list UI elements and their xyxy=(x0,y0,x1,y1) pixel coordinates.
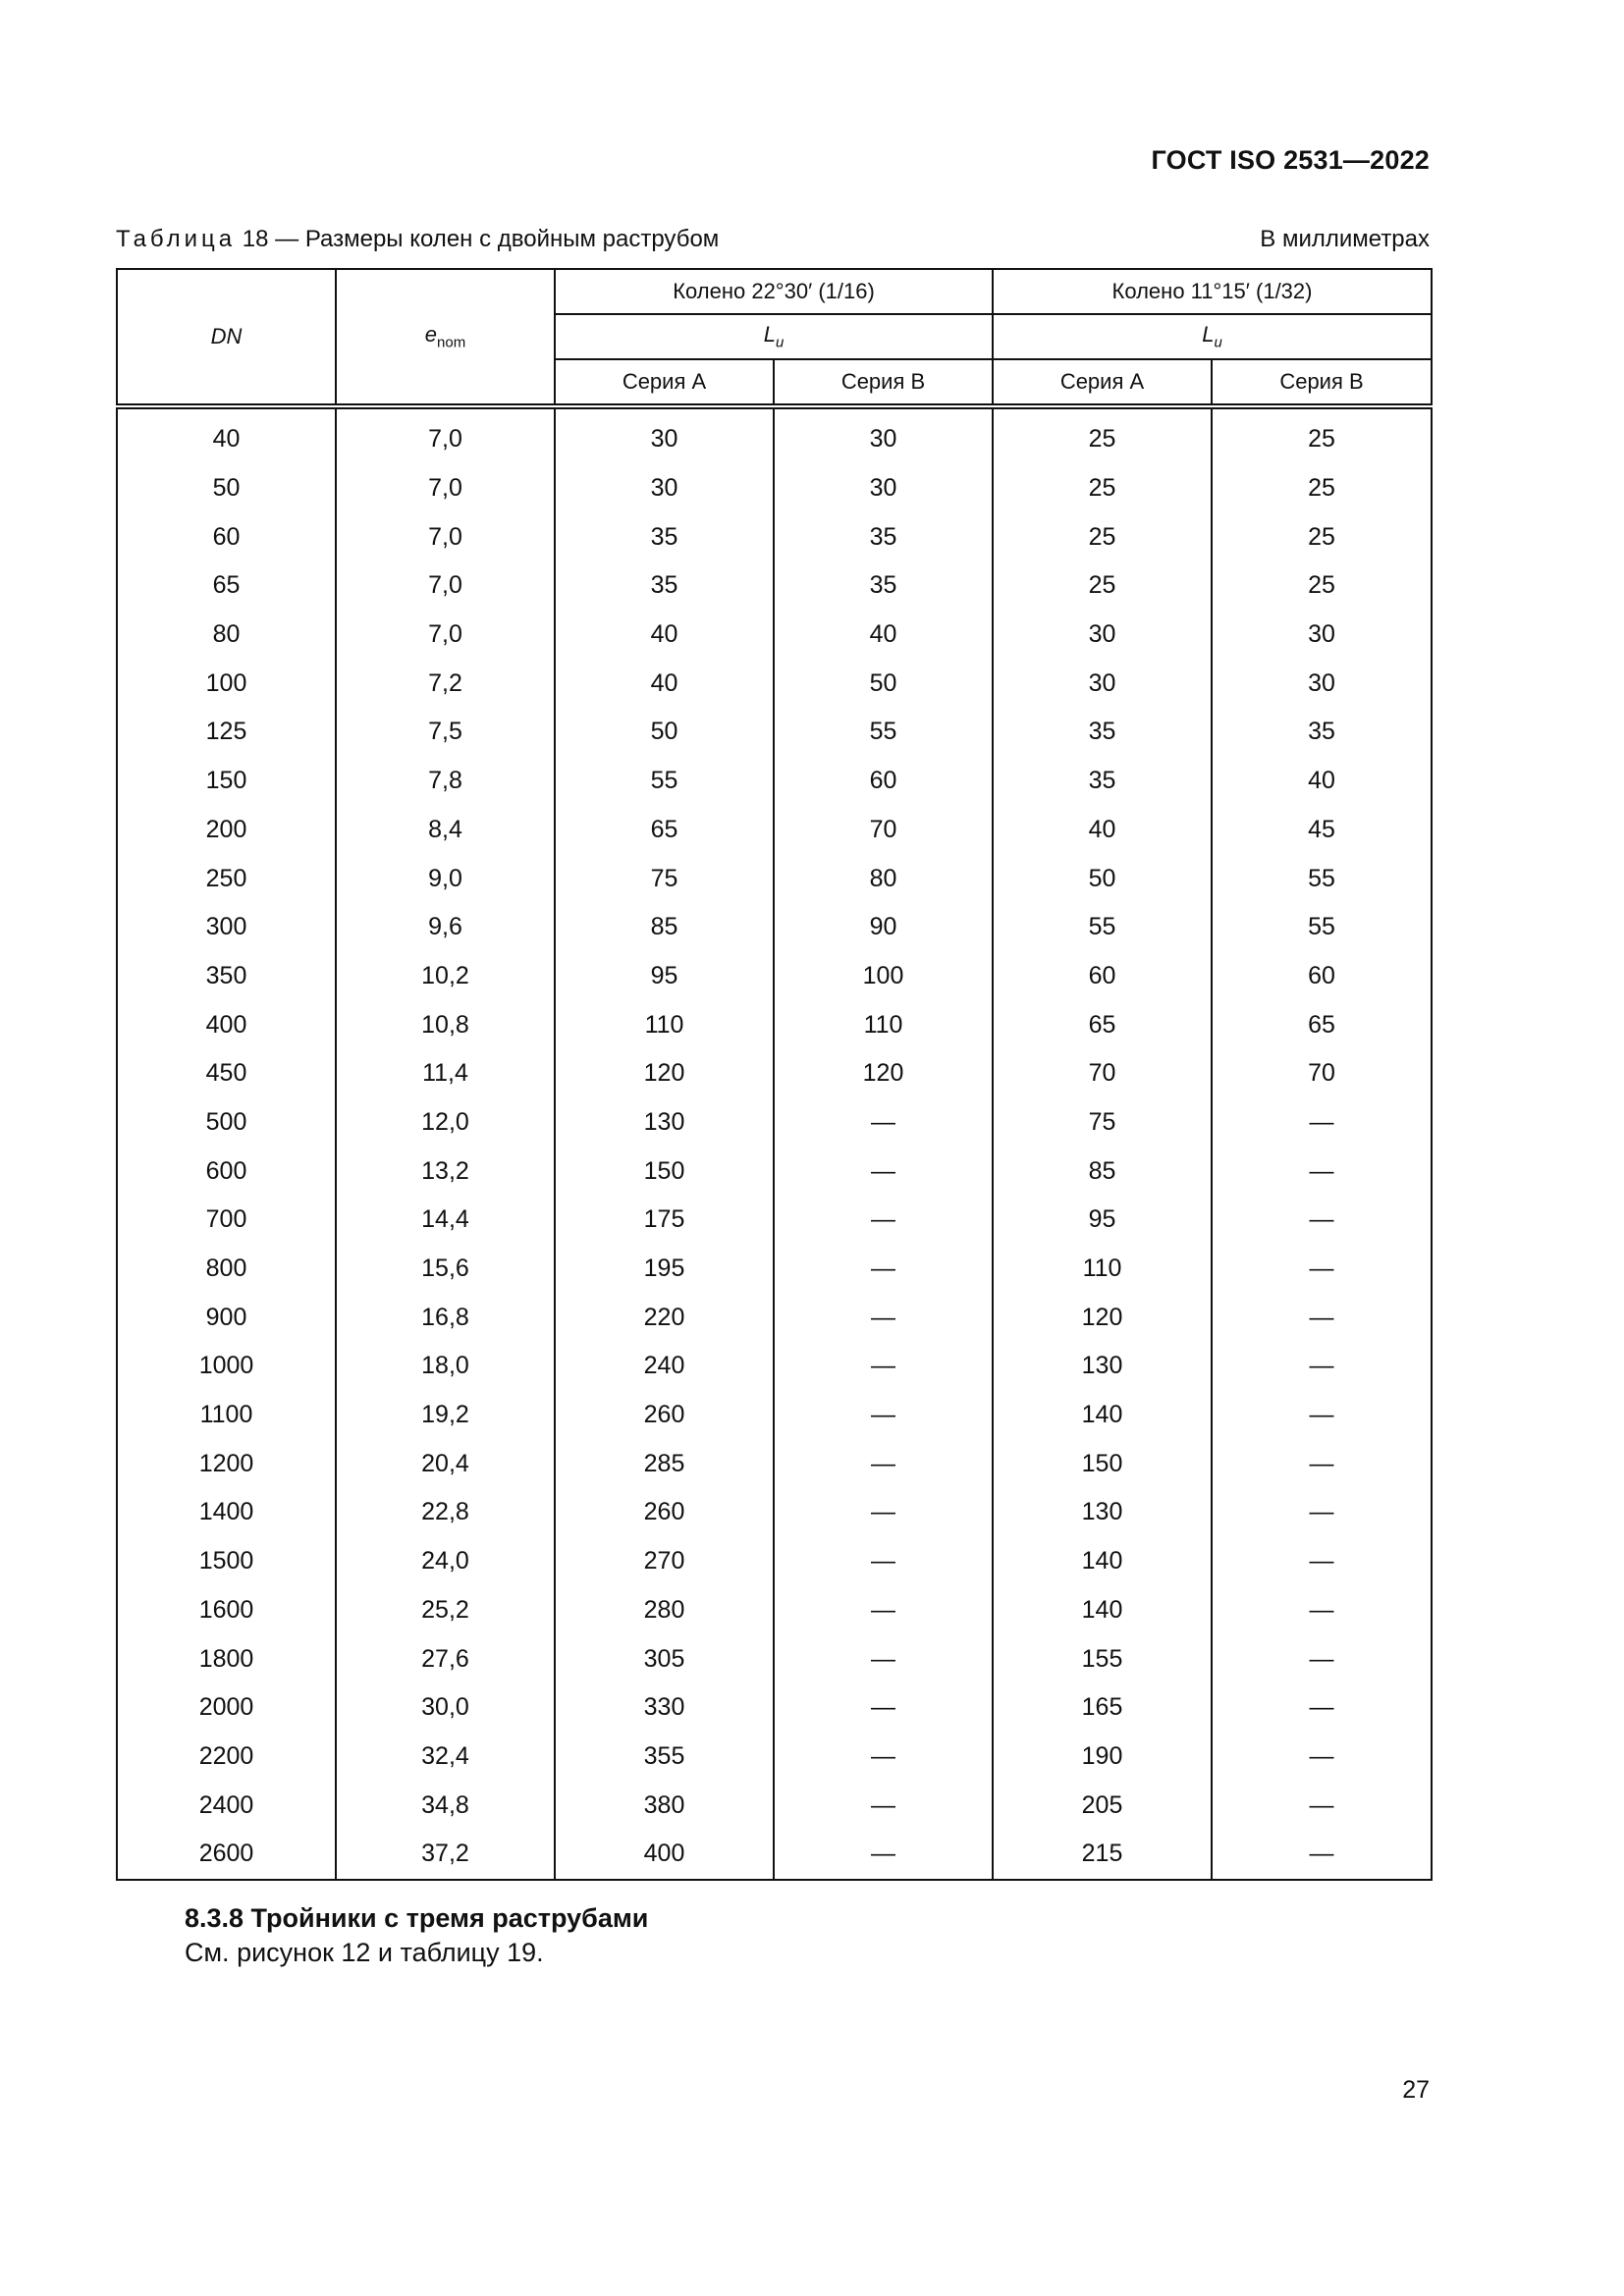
table-row xyxy=(117,1488,1432,1537)
table-cell: 400 xyxy=(555,1830,774,1880)
table-row xyxy=(117,1781,1432,1830)
table-row xyxy=(117,1586,1432,1635)
table-row xyxy=(117,1098,1432,1148)
table-cell: 300 xyxy=(117,903,336,952)
table-cell: 30 xyxy=(1212,611,1432,660)
table-caption xyxy=(116,226,1430,253)
table-cell: — xyxy=(1212,1586,1432,1635)
table-cell: 40 xyxy=(555,611,774,660)
table-cell: 30 xyxy=(993,659,1212,708)
table-cell: 150 xyxy=(555,1147,774,1196)
table-cell: — xyxy=(774,1733,993,1782)
table-cell: 150 xyxy=(993,1439,1212,1488)
table-cell: 25 xyxy=(1212,406,1432,464)
page-number: 27 xyxy=(1402,2076,1430,2104)
header-series-a-2: Серия А xyxy=(993,359,1212,406)
table-cell: 65 xyxy=(1212,1000,1432,1049)
table-cell: 175 xyxy=(555,1196,774,1245)
table-cell: 2600 xyxy=(117,1830,336,1880)
table-cell: — xyxy=(1212,1293,1432,1342)
table-cell: 75 xyxy=(555,854,774,903)
table-cell: 110 xyxy=(555,1000,774,1049)
table-cell: — xyxy=(774,1245,993,1294)
table-row xyxy=(117,1293,1432,1342)
table-cell: 30 xyxy=(1212,659,1432,708)
table-cell: 40 xyxy=(117,406,336,464)
table-cell: 20,4 xyxy=(336,1439,555,1488)
caption-label: Таблица xyxy=(116,226,237,252)
table-cell: 18,0 xyxy=(336,1342,555,1391)
table-cell: 60 xyxy=(993,952,1212,1001)
table-cell: 16,8 xyxy=(336,1293,555,1342)
table-cell: 55 xyxy=(1212,854,1432,903)
table-cell: — xyxy=(1212,1781,1432,1830)
table-cell: 355 xyxy=(555,1733,774,1782)
table-cell: 35 xyxy=(993,757,1212,806)
table-row xyxy=(117,1634,1432,1683)
table-cell: 70 xyxy=(993,1049,1212,1098)
table-cell: — xyxy=(774,1634,993,1683)
table-cell: 7,0 xyxy=(336,561,555,611)
table-cell: — xyxy=(774,1342,993,1391)
table-cell: — xyxy=(774,1147,993,1196)
table-cell: 65 xyxy=(555,806,774,855)
table-cell: 37,2 xyxy=(336,1830,555,1880)
table-cell: 55 xyxy=(1212,903,1432,952)
table-cell: 65 xyxy=(117,561,336,611)
table-row xyxy=(117,659,1432,708)
table-cell: — xyxy=(1212,1342,1432,1391)
table-cell: 120 xyxy=(774,1049,993,1098)
table-cell: — xyxy=(774,1293,993,1342)
table-cell: 35 xyxy=(774,561,993,611)
table-cell: — xyxy=(1212,1733,1432,1782)
table-cell: — xyxy=(1212,1391,1432,1440)
table-cell: 7,0 xyxy=(336,406,555,464)
table-cell: 55 xyxy=(555,757,774,806)
table-cell: 380 xyxy=(555,1781,774,1830)
table-row xyxy=(117,1537,1432,1586)
table-cell: 32,4 xyxy=(336,1733,555,1782)
table-cell: 70 xyxy=(1212,1049,1432,1098)
table-cell: — xyxy=(1212,1488,1432,1537)
table-cell: 200 xyxy=(117,806,336,855)
table-cell: 35 xyxy=(555,512,774,561)
table-cell: — xyxy=(774,1196,993,1245)
table-cell: 30 xyxy=(555,406,774,464)
table-cell: 30 xyxy=(774,464,993,513)
table-cell: 25 xyxy=(1212,464,1432,513)
table-cell: 260 xyxy=(555,1488,774,1537)
table-row xyxy=(117,1245,1432,1294)
table-row xyxy=(117,903,1432,952)
table-row xyxy=(117,1147,1432,1196)
table-cell: — xyxy=(1212,1830,1432,1880)
table-cell: 25 xyxy=(993,561,1212,611)
section-title: 8.3.8 Тройники с тремя раструбами xyxy=(185,1903,649,1933)
table-cell: 260 xyxy=(555,1391,774,1440)
header-series-b-1: Серия В xyxy=(774,359,993,406)
table-cell: 40 xyxy=(555,659,774,708)
table-cell: 10,8 xyxy=(336,1000,555,1049)
table-cell: 30 xyxy=(555,464,774,513)
table-cell: 50 xyxy=(774,659,993,708)
table-cell: 50 xyxy=(117,464,336,513)
table-row xyxy=(117,1342,1432,1391)
table-cell: 190 xyxy=(993,1733,1212,1782)
table-cell: 12,0 xyxy=(336,1098,555,1148)
table-cell: 30 xyxy=(993,611,1212,660)
table-cell: — xyxy=(774,1537,993,1586)
table-cell: 2000 xyxy=(117,1683,336,1733)
table-cell: 19,2 xyxy=(336,1391,555,1440)
table-cell: 120 xyxy=(993,1293,1212,1342)
table-row xyxy=(117,1733,1432,1782)
table-cell: 305 xyxy=(555,1634,774,1683)
table-cell: 65 xyxy=(993,1000,1212,1049)
table-row xyxy=(117,1683,1432,1733)
table-cell: — xyxy=(1212,1098,1432,1148)
table-cell: 140 xyxy=(993,1391,1212,1440)
table-cell: 1100 xyxy=(117,1391,336,1440)
section-block xyxy=(185,1901,648,1970)
table-row xyxy=(117,561,1432,611)
table-cell: 30,0 xyxy=(336,1683,555,1733)
table-cell: 25 xyxy=(993,464,1212,513)
table-cell: 9,0 xyxy=(336,854,555,903)
table-cell: — xyxy=(774,1391,993,1440)
table-cell: 30 xyxy=(774,406,993,464)
caption-title: 18 — Размеры колен с двойным раструбом xyxy=(242,226,720,252)
table-cell: 95 xyxy=(993,1196,1212,1245)
table-cell: 205 xyxy=(993,1781,1212,1830)
table-cell: 700 xyxy=(117,1196,336,1245)
table-cell: 140 xyxy=(993,1586,1212,1635)
table-cell: 24,0 xyxy=(336,1537,555,1586)
table-cell: 60 xyxy=(774,757,993,806)
standard-header: ГОСТ ISO 2531—2022 xyxy=(1151,145,1430,175)
table-cell: 450 xyxy=(117,1049,336,1098)
table-cell: 35 xyxy=(555,561,774,611)
table-cell: 1800 xyxy=(117,1634,336,1683)
table-cell: 7,0 xyxy=(336,512,555,561)
table-cell: 500 xyxy=(117,1098,336,1148)
table-cell: 800 xyxy=(117,1245,336,1294)
table-cell: 1500 xyxy=(117,1537,336,1586)
table-cell: 10,2 xyxy=(336,952,555,1001)
table-cell: 11,4 xyxy=(336,1049,555,1098)
table-cell: 85 xyxy=(993,1147,1212,1196)
table-row xyxy=(117,1196,1432,1245)
table-cell: 45 xyxy=(1212,806,1432,855)
table-cell: 150 xyxy=(117,757,336,806)
table-cell: 130 xyxy=(555,1098,774,1148)
table-row xyxy=(117,1049,1432,1098)
header-lu-2: $L_u$ xyxy=(993,314,1432,359)
table-cell: 50 xyxy=(555,708,774,757)
table-cell: 2400 xyxy=(117,1781,336,1830)
table-cell: 1400 xyxy=(117,1488,336,1537)
table-cell: 100 xyxy=(774,952,993,1001)
caption-units: В миллиметрах xyxy=(1260,226,1430,252)
table-cell: 70 xyxy=(774,806,993,855)
table-cell: — xyxy=(774,1488,993,1537)
table-cell: 55 xyxy=(993,903,1212,952)
table-cell: 155 xyxy=(993,1634,1212,1683)
table-cell: — xyxy=(1212,1537,1432,1586)
table-cell: — xyxy=(1212,1634,1432,1683)
table-cell: 165 xyxy=(993,1683,1212,1733)
table-row xyxy=(117,464,1432,513)
table-row xyxy=(117,1439,1432,1488)
table-cell: 9,6 xyxy=(336,903,555,952)
table-cell: 95 xyxy=(555,952,774,1001)
table-cell: 85 xyxy=(555,903,774,952)
table-cell: 35 xyxy=(1212,708,1432,757)
table-cell: 60 xyxy=(117,512,336,561)
table-cell: 900 xyxy=(117,1293,336,1342)
table-cell: 280 xyxy=(555,1586,774,1635)
table-cell: 15,6 xyxy=(336,1245,555,1294)
table-row xyxy=(117,406,1432,464)
table-row xyxy=(117,611,1432,660)
table-cell: 120 xyxy=(555,1049,774,1098)
table-cell: 27,6 xyxy=(336,1634,555,1683)
table-row xyxy=(117,512,1432,561)
table-cell: — xyxy=(1212,1147,1432,1196)
table-row xyxy=(117,708,1432,757)
table-cell: 1200 xyxy=(117,1439,336,1488)
table-cell: — xyxy=(1212,1196,1432,1245)
table-cell: 220 xyxy=(555,1293,774,1342)
table-cell: 40 xyxy=(993,806,1212,855)
table-cell: 13,2 xyxy=(336,1147,555,1196)
table-row xyxy=(117,757,1432,806)
table-cell: 90 xyxy=(774,903,993,952)
header-e-nom: $e_{nom}$ xyxy=(336,269,555,406)
table-cell: 195 xyxy=(555,1245,774,1294)
table-cell: 1000 xyxy=(117,1342,336,1391)
table-cell: 25 xyxy=(1212,512,1432,561)
table-cell: 7,0 xyxy=(336,464,555,513)
table-cell: — xyxy=(774,1830,993,1880)
table-cell: 80 xyxy=(774,854,993,903)
table-cell: 285 xyxy=(555,1439,774,1488)
table-cell: 2200 xyxy=(117,1733,336,1782)
table-cell: 8,4 xyxy=(336,806,555,855)
table-row xyxy=(117,1391,1432,1440)
table-cell: 60 xyxy=(1212,952,1432,1001)
section-text: См. рисунок 12 и таблицу 19. xyxy=(185,1938,544,1967)
table-cell: 50 xyxy=(993,854,1212,903)
table-cell: 40 xyxy=(1212,757,1432,806)
table-row xyxy=(117,1000,1432,1049)
table-cell: 7,2 xyxy=(336,659,555,708)
table-cell: 600 xyxy=(117,1147,336,1196)
table-cell: — xyxy=(1212,1683,1432,1733)
table-cell: 25 xyxy=(1212,561,1432,611)
header-lu-1: $L_u$ xyxy=(555,314,993,359)
table-cell: 75 xyxy=(993,1098,1212,1148)
header-series-b-2: Серия В xyxy=(1212,359,1432,406)
table-cell: 350 xyxy=(117,952,336,1001)
table-cell: 25 xyxy=(993,406,1212,464)
table-row xyxy=(117,806,1432,855)
table-cell: — xyxy=(1212,1245,1432,1294)
table-cell: 40 xyxy=(774,611,993,660)
header-series-a-1: Серия А xyxy=(555,359,774,406)
table-cell: 22,8 xyxy=(336,1488,555,1537)
table-cell: 130 xyxy=(993,1488,1212,1537)
table-cell: — xyxy=(774,1586,993,1635)
table-cell: — xyxy=(774,1098,993,1148)
table-cell: 270 xyxy=(555,1537,774,1586)
table-cell: 80 xyxy=(117,611,336,660)
table-cell: 250 xyxy=(117,854,336,903)
table-cell: 55 xyxy=(774,708,993,757)
table-cell: 215 xyxy=(993,1830,1212,1880)
table-cell: — xyxy=(1212,1439,1432,1488)
table-cell: 35 xyxy=(993,708,1212,757)
table-cell: 25 xyxy=(993,512,1212,561)
table-cell: 110 xyxy=(993,1245,1212,1294)
header-group-11: Колено 11°15′ (1/32) xyxy=(993,269,1432,314)
table-cell: 240 xyxy=(555,1342,774,1391)
header-group-22: Колено 22°30′ (1/16) xyxy=(555,269,993,314)
table-cell: 14,4 xyxy=(336,1196,555,1245)
table-cell: 25,2 xyxy=(336,1586,555,1635)
table-cell: 125 xyxy=(117,708,336,757)
table-cell: 400 xyxy=(117,1000,336,1049)
table-cell: — xyxy=(774,1781,993,1830)
table-cell: 1600 xyxy=(117,1586,336,1635)
table-cell: — xyxy=(774,1439,993,1488)
table-row xyxy=(117,1830,1432,1880)
table-cell: 140 xyxy=(993,1537,1212,1586)
table-cell: 7,0 xyxy=(336,611,555,660)
table-cell: 34,8 xyxy=(336,1781,555,1830)
table-cell: 100 xyxy=(117,659,336,708)
caption-left xyxy=(116,226,719,253)
table-cell: 110 xyxy=(774,1000,993,1049)
table-cell: 35 xyxy=(774,512,993,561)
table-cell: 7,8 xyxy=(336,757,555,806)
dimensions-table xyxy=(116,268,1433,1881)
table-cell: 130 xyxy=(993,1342,1212,1391)
table-row xyxy=(117,854,1432,903)
header-dn: DN xyxy=(117,269,336,406)
table-body xyxy=(117,406,1432,1880)
table-cell: 330 xyxy=(555,1683,774,1733)
table-cell: — xyxy=(774,1683,993,1733)
table-cell: 7,5 xyxy=(336,708,555,757)
table-row xyxy=(117,952,1432,1001)
